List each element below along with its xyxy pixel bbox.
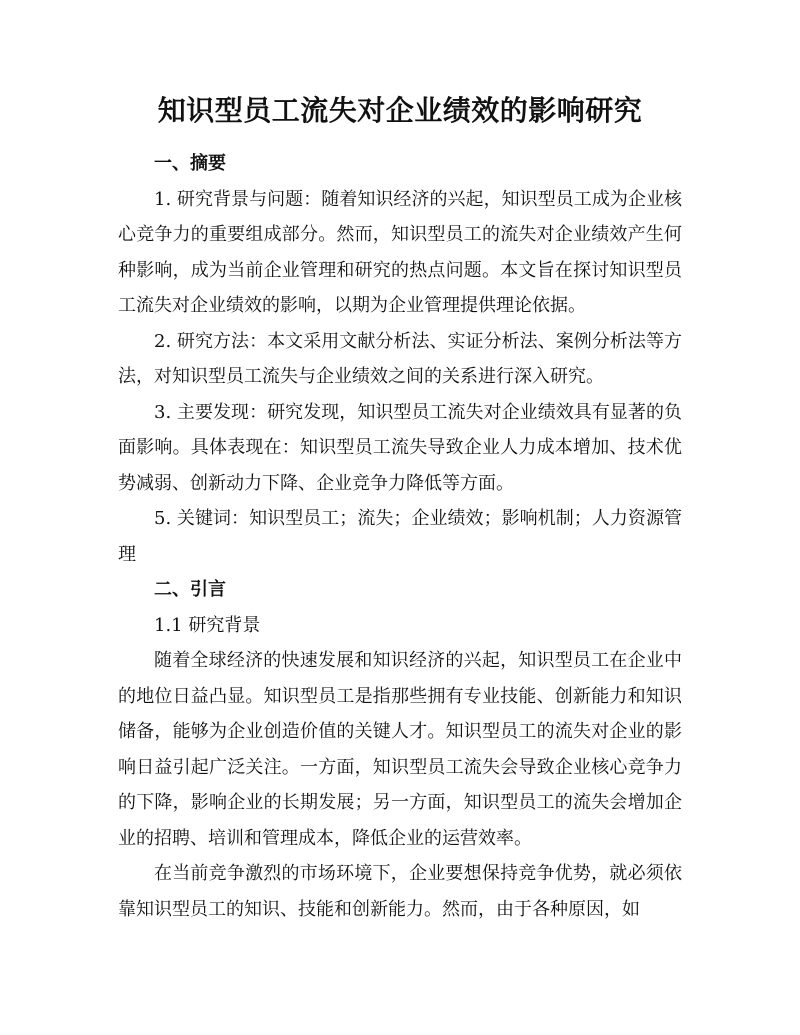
intro-paragraph: 随着全球经济的快速发展和知识经济的兴起，知识型员工在企业中的地位日益凸显。知识型员工是指那些拥有专业技能、创新能力和知识储备，能够为企业创造价值的关键人才。知识型员工的流失对企业的影响日益引起广泛关注。一方面，知识型员工流失会导致企业核心竞争力的下降，影响企业的长期发展；另一方面，知识型员工的流失会增加企业的招聘、培训和管理成本，降低企业的运营效率。: [118, 650, 682, 849]
section-heading-abstract: 一、摘要: [154, 153, 226, 174]
document-body: [118, 146, 682, 927]
subsection-heading-background: 1.1 研究背景: [154, 614, 261, 636]
section-heading-introduction: 二、引言: [154, 579, 226, 600]
document-title: 知识型员工流失对企业绩效的影响研究: [157, 94, 643, 127]
abstract-item-findings: 3. 主要发现：研究发现，知识型员工流失对企业绩效具有显著的负面影响。具体表现在：知识型员工流失导致企业人力成本增加、技术优势减弱、创新动力下降、企业竞争力降低等方面。: [118, 401, 682, 494]
abstract-item-background: 1. 研究背景与问题：随着知识经济的兴起，知识型员工成为企业核心竞争力的重要组成部分。然而，知识型员工的流失对企业绩效产生何种影响，成为当前企业管理和研究的热点问题。本文旨在探讨知识型员工流失对企业绩效的影响，以期为企业管理提供理论依据。: [118, 188, 682, 316]
abstract-item-method: 2. 研究方法：本文采用文献分析法、实证分析法、案例分析法等方法，对知识型员工流失与企业绩效之间的关系进行深入研究。: [118, 330, 682, 387]
abstract-item-keywords: 5. 关键词：知识型员工；流失；企业绩效；影响机制；人力资源管理: [118, 508, 682, 565]
intro-paragraph: 在当前竞争激烈的市场环境下，企业要想保持竞争优势，就必须依靠知识型员工的知识、技能和创新能力。然而，由于各种原因，如: [118, 863, 682, 920]
